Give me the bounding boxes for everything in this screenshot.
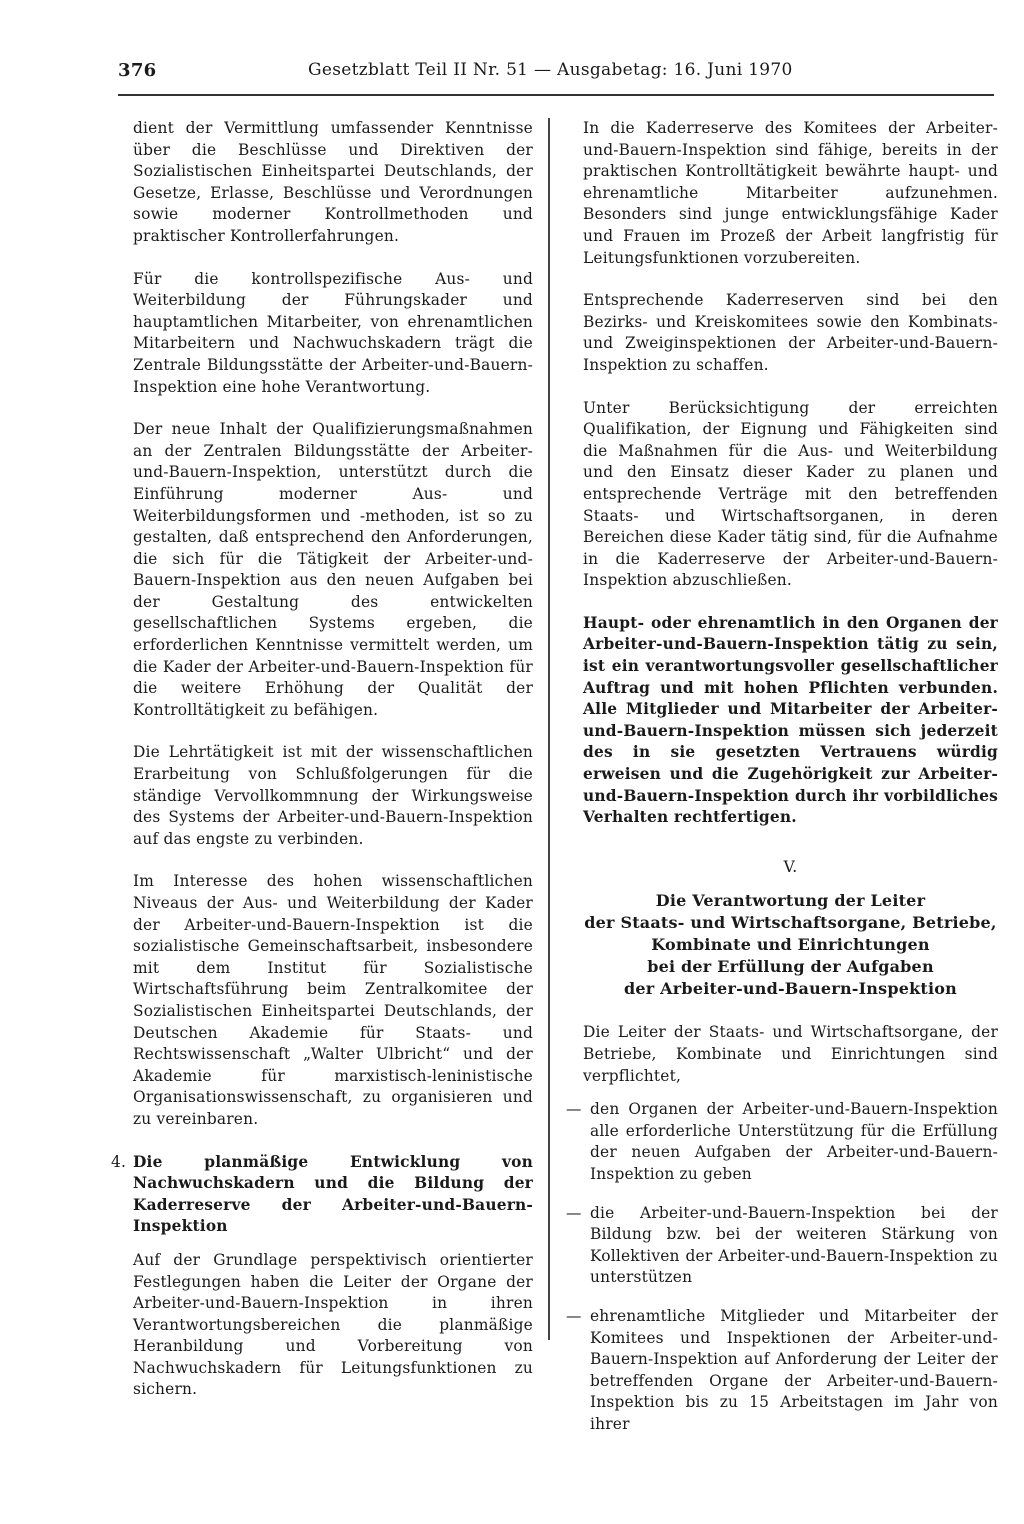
left-paragraph-6: Auf der Grundlage perspektivisch orientierter Festlegungen haben die Leiter der Organe der Arbeiter-und-Bauern-Inspektion in ihren Verantwortungsbereichen die planmäßige Heranbildung und Vorbereitung von Nachwuchskadern für Leitungsfunktionen zu sichern. [133,1250,533,1399]
left-paragraph-3: Der neue Inhalt der Qualifizierungsmaßnahmen an der Zentralen Bildungsstätte der Arbeiter-und-Bauern-Inspektion, unterstützt durch die Einführung moderner Aus- und Weiterbildungsformen und -methoden, ist so zu gestalten, daß entsprechend den Anforderungen, die sich für die Tätigkeit der Arbeiter-und-Bauern-Inspektion aus den neuen Aufgaben bei der Gestaltung des entwickelten gesellschaftlichen Systems ergeben, die erforderlichen Kenntnisse vermittelt werden, um die Kader der Arbeiter-und-Bauern-Inspektion für die weitere Erhöhung der Qualität der Kontrolltätigkeit zu befähigen. [133,420,533,719]
numbered-heading-4 [111,1152,533,1238]
right-column [566,118,998,1453]
dash-list [566,1099,998,1435]
list-item-text: ehrenamtliche Mitglieder und Mitarbeiter der Komitees und Inspektionen der Arbeiter-und-Bauern-Inspektion auf Anforderung der Leiter der betreffenden Organe der Arbeiter-und-Bauern-Inspektion bis zu 15 Arbeitstagen im Jahr von ihrer [590,1306,998,1433]
dash-marker: — [566,1100,582,1119]
list-item [566,1306,998,1436]
item-number: 4. [111,1152,127,1171]
list-item-text: die Arbeiter-und-Bauern-Inspektion bei der Bildung bzw. bei der weiteren Stärkung von Kollektiven der Arbeiter-und-Bauern-Inspektion zu unterstützen [590,1203,998,1287]
running-title: Gesetzblatt Teil II Nr. 51 — Ausgabetag: 16. Juni 1970 [308,60,793,80]
section-heading [583,890,998,1000]
section-heading-line: Kombinate und Einrichtungen [651,935,930,955]
left-column [111,118,533,1422]
column-divider [548,118,550,1340]
left-paragraph-5: Im Interesse des hohen wissenschaftlichen Niveaus der Aus- und Weiterbildung der Kader der Arbeiter-und-Bauern-Inspektion ist die sozialistische Gemeinschaftsarbeit, insbesondere mit dem Institut für Sozialistische Wirtschaftsführung beim Zentralkomitee der Sozialistischen Einheitspartei Deutschlands, der Deutschen Akademie für Staats- und Rechtswissenschaft „Walter Ulbricht“ und der Akademie für marxistisch-leninistische Organisationswissenschaft, zu organisieren und zu vereinbaren. [133,872,533,1128]
item-heading-text: Die planmäßige Entwicklung von Nachwuchskadern und die Bildung der Kaderreserve der Arbeiter-und-Bauern-Inspektion [133,1152,533,1236]
right-paragraph-2: Entsprechende Kaderreserven sind bei den Bezirks- und Kreiskomitees sowie den Kombinats- und Zweiginspektionen der Arbeiter-und-Bauern-Inspektion zu schaffen. [583,291,998,374]
section-heading-line: Die Verantwortung der Leiter [655,891,926,911]
section-heading-line: bei der Erfüllung der Aufgaben [647,957,934,977]
page-number: 376 [118,60,157,81]
section-heading-line: der Staats- und Wirtschaftsorgane, Betriebe, [584,913,997,933]
right-paragraph-1: In die Kaderreserve des Komitees der Arbeiter-und-Bauern-Inspektion sind fähige, bereits in der praktischen Kontrolltätigkeit bewährte haupt- und ehrenamtliche Mitarbeiter aufzunehmen. Besonders sind junge entwicklungsfähige Kader und Frauen im Prozeß der Arbeit langfristig für Leitungsfunktionen vorzubereiten. [583,119,998,267]
list-item [566,1099,998,1185]
section-heading-line: der Arbeiter-und-Bauern-Inspektion [624,979,957,999]
left-paragraph-2: Für die kontrollspezifische Aus- und Weiterbildung der Führungskader und hauptamtlichen Mitarbeiter, von ehrenamtlichen Mitarbeitern und Nachwuchskadern trägt die Zentrale Bildungsstätte der Arbeiter-und-Bauern-Inspektion eine hohe Verantwortung. [133,269,533,396]
list-item [566,1203,998,1289]
dash-marker: — [566,1306,582,1325]
dash-marker: — [566,1203,582,1222]
header-rule [118,94,994,96]
left-paragraph-4: Die Lehrtätigkeit ist mit der wissenschaftlichen Erarbeitung von Schlußfolgerungen für die ständige Vervollkommnung der Wirkungsweise des Systems der Arbeiter-und-Bauern-Inspektion auf das engste zu verbinden. [133,743,533,848]
list-item-text: den Organen der Arbeiter-und-Bauern-Inspektion alle erforderliche Unterstützung für die Erfüllung der neuen Aufgaben der Arbeiter-und-Bauern-Inspektion zu geben [590,1100,998,1183]
left-paragraph-1: dient der Vermittlung umfassender Kenntnisse über die Beschlüsse und Direktiven der Sozialistischen Einheitspartei Deutschlands, der Gesetze, Erlasse, Beschlüsse und Verordnungen sowie moderner Kontrollmethoden und praktischer Kontrollerfahrungen. [133,119,533,245]
right-paragraph-4: Die Leiter der Staats- und Wirtschaftsorgane, der Betriebe, Kombinate und Einrichtungen sind verpflichtet, [583,1023,998,1085]
section-numeral: V. [783,857,798,876]
right-paragraph-3: Unter Berücksichtigung der erreichten Qualifikation, der Eignung und Fähigkeiten sind die Maßnahmen für die Aus- und Weiterbildung und den Einsatz dieser Kader zu planen und entsprechende Verträge mit den betreffenden Staats- und Wirtschaftsorganen, in deren Bereichen diese Kader tätig sind, für die Aufnahme in die Kaderreserve der Arbeiter-und-Bauern-Inspektion abzuschließen. [583,398,998,590]
bold-paragraph: Haupt- oder ehrenamtlich in den Organen der Arbeiter-und-Bauern-Inspektion tätig zu sein, ist ein verantwortungsvoller gesellschaftlicher Auftrag und mit hohen Pflichten verbunden. Alle Mitglieder und Mitarbeiter der Arbeiter-und-Bauern-Inspektion müssen sich jederzeit des in sie gesetzten Vertrauens würdig erweisen und die Zugehörigkeit zur Arbeiter-und-Bauern-Inspektion durch ihr vorbildliches Verhalten rechtfertigen. [583,613,998,827]
page-header [118,60,994,90]
